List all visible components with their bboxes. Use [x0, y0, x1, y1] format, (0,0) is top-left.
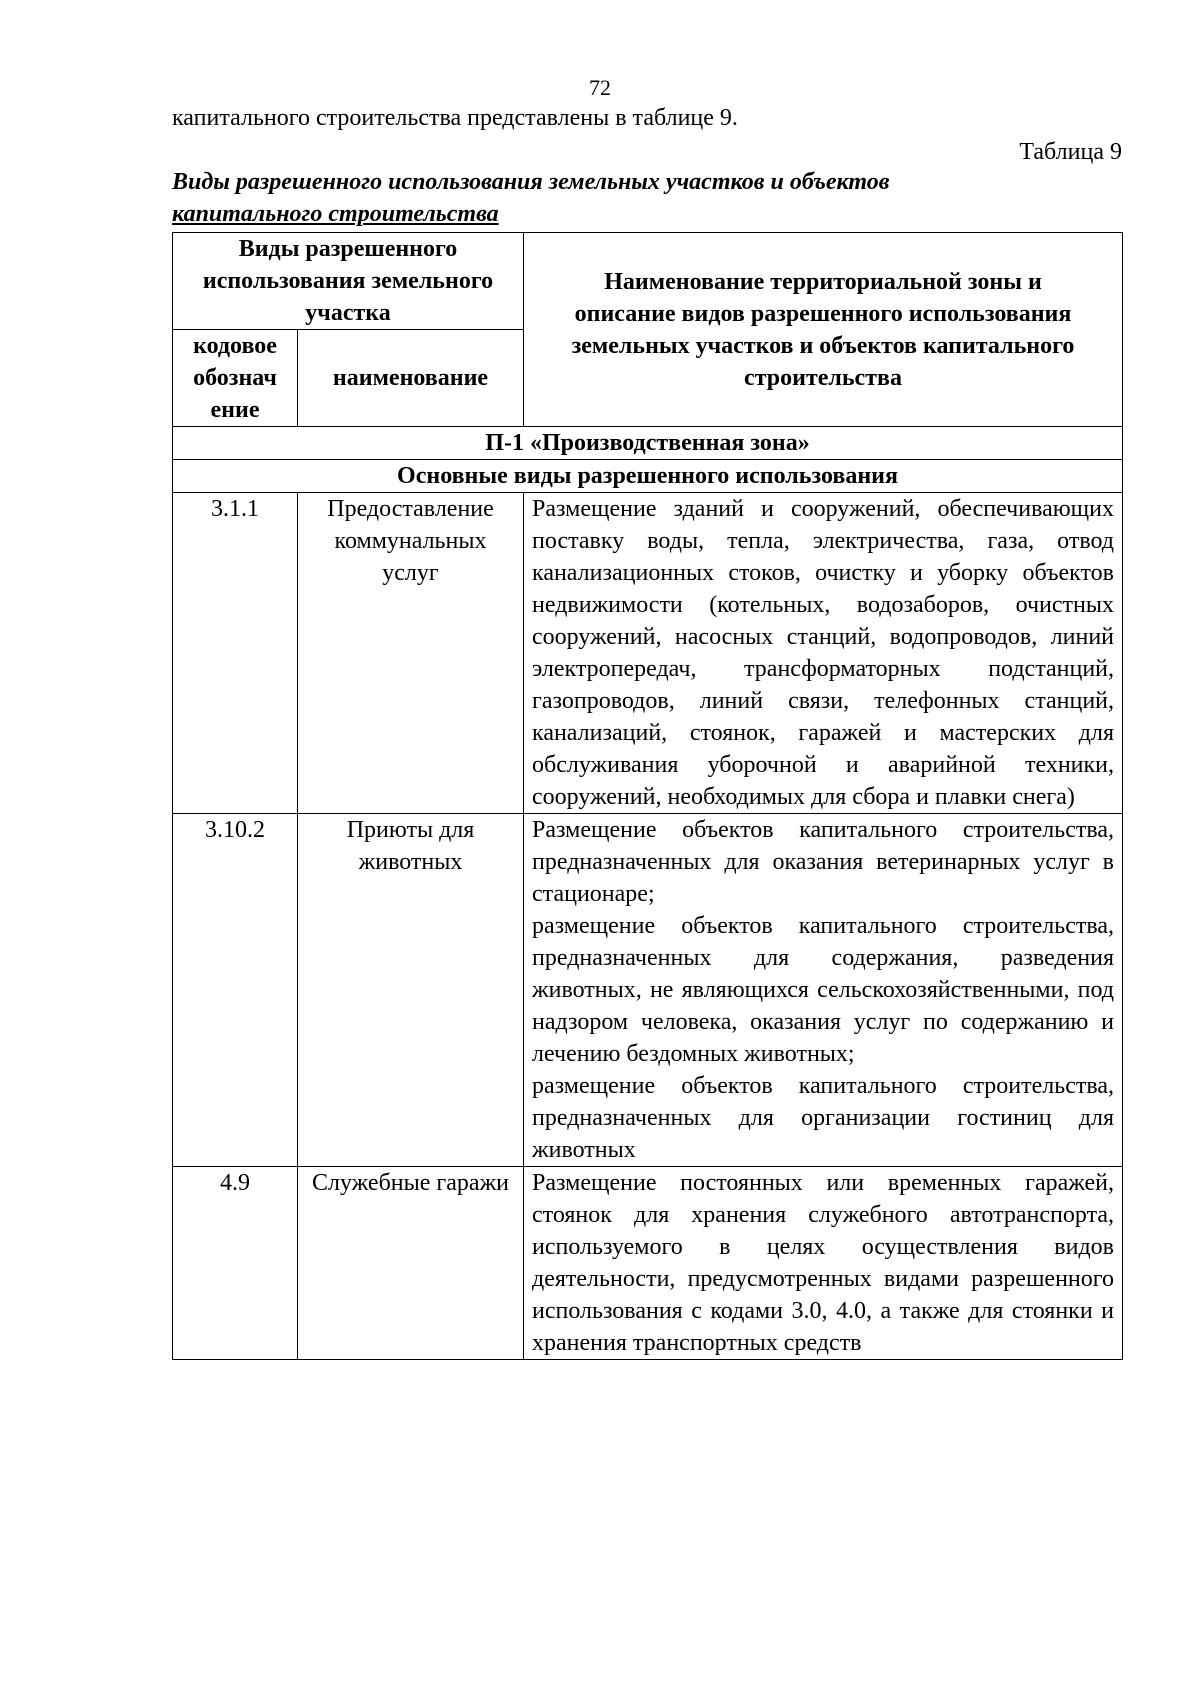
intro-text: капитального строительства представлены в таблице 9. — [172, 105, 738, 131]
description-paragraph: размещение объектов капитального строительства, предназначенных для организации гостиниц для животных — [532, 1073, 1115, 1163]
table-row — [173, 1167, 1123, 1360]
description-paragraph: Размещение постоянных или временных гаражей, стоянок для хранения служебного автотранспорта, используемого в целях осуществления видов деятельности, предусмотренных видами разрешенного использования с кодами 3.0, 4.0, а также для стоянки и хранения транспортных средств — [532, 1170, 1115, 1356]
row-code: 3.1.1 — [173, 493, 298, 814]
description-paragraph: размещение объектов капитального строительства, предназначенных для содержания, разведения животных, не являющихся сельскохозяйственными, под надзором человека, оказания услуг по содержанию и лечению бездомных животных; — [532, 913, 1115, 1067]
row-code: 3.10.2 — [173, 814, 298, 1167]
zone-title: П-1 «Производственная зона» — [173, 427, 1123, 460]
table-label: Таблица 9 — [1019, 139, 1122, 165]
table-row — [173, 493, 1123, 814]
caption-line-1: Виды разрешенного использования земельных участков и объектов — [172, 169, 890, 195]
row-name: Предоставление коммунальных услуг — [298, 493, 524, 814]
section-title: Основные виды разрешенного использования — [173, 460, 1123, 493]
row-code: 4.9 — [173, 1167, 298, 1360]
description-paragraph: Размещение объектов капитального строительства, предназначенных для оказания ветеринарных услуг в стационаре; — [532, 817, 1115, 907]
row-description — [524, 493, 1123, 814]
row-name: Служебные гаражи — [298, 1167, 524, 1360]
zone-row — [173, 427, 1123, 460]
header-description: Наименование территориальной зоны и описание видов разрешенного использования земельных участков и объектов капитального строительства — [524, 233, 1123, 427]
section-row — [173, 460, 1123, 493]
header-code: кодовое обознач ение — [173, 330, 298, 427]
row-description — [524, 814, 1123, 1167]
header-group: Виды разрешенного использования земельного участка — [173, 233, 524, 330]
caption-line-2: капитального строительства — [172, 201, 499, 227]
header-name: наименование — [298, 330, 524, 427]
row-description — [524, 1167, 1123, 1360]
table-row — [173, 814, 1123, 1167]
table-caption — [172, 166, 1132, 230]
description-paragraph: Размещение зданий и сооружений, обеспечивающих поставку воды, тепла, электричества, газа, отвод канализационных стоков, очистку и уборку объектов недвижимости (котельных, водозаборов, очистных сооружений, насосных станций, водопроводов, линий электропередач, трансформаторных подстанций, газопроводов, линий связи, телефонных станций, канализаций, стоянок, гаражей и мастерских для обслуживания уборочной и аварийной техники, сооружений, необходимых для сбора и плавки снега) — [532, 496, 1115, 810]
row-name: Приюты для животных — [298, 814, 524, 1167]
permitted-use-table — [172, 232, 1123, 1360]
page-number: 72 — [589, 75, 611, 100]
